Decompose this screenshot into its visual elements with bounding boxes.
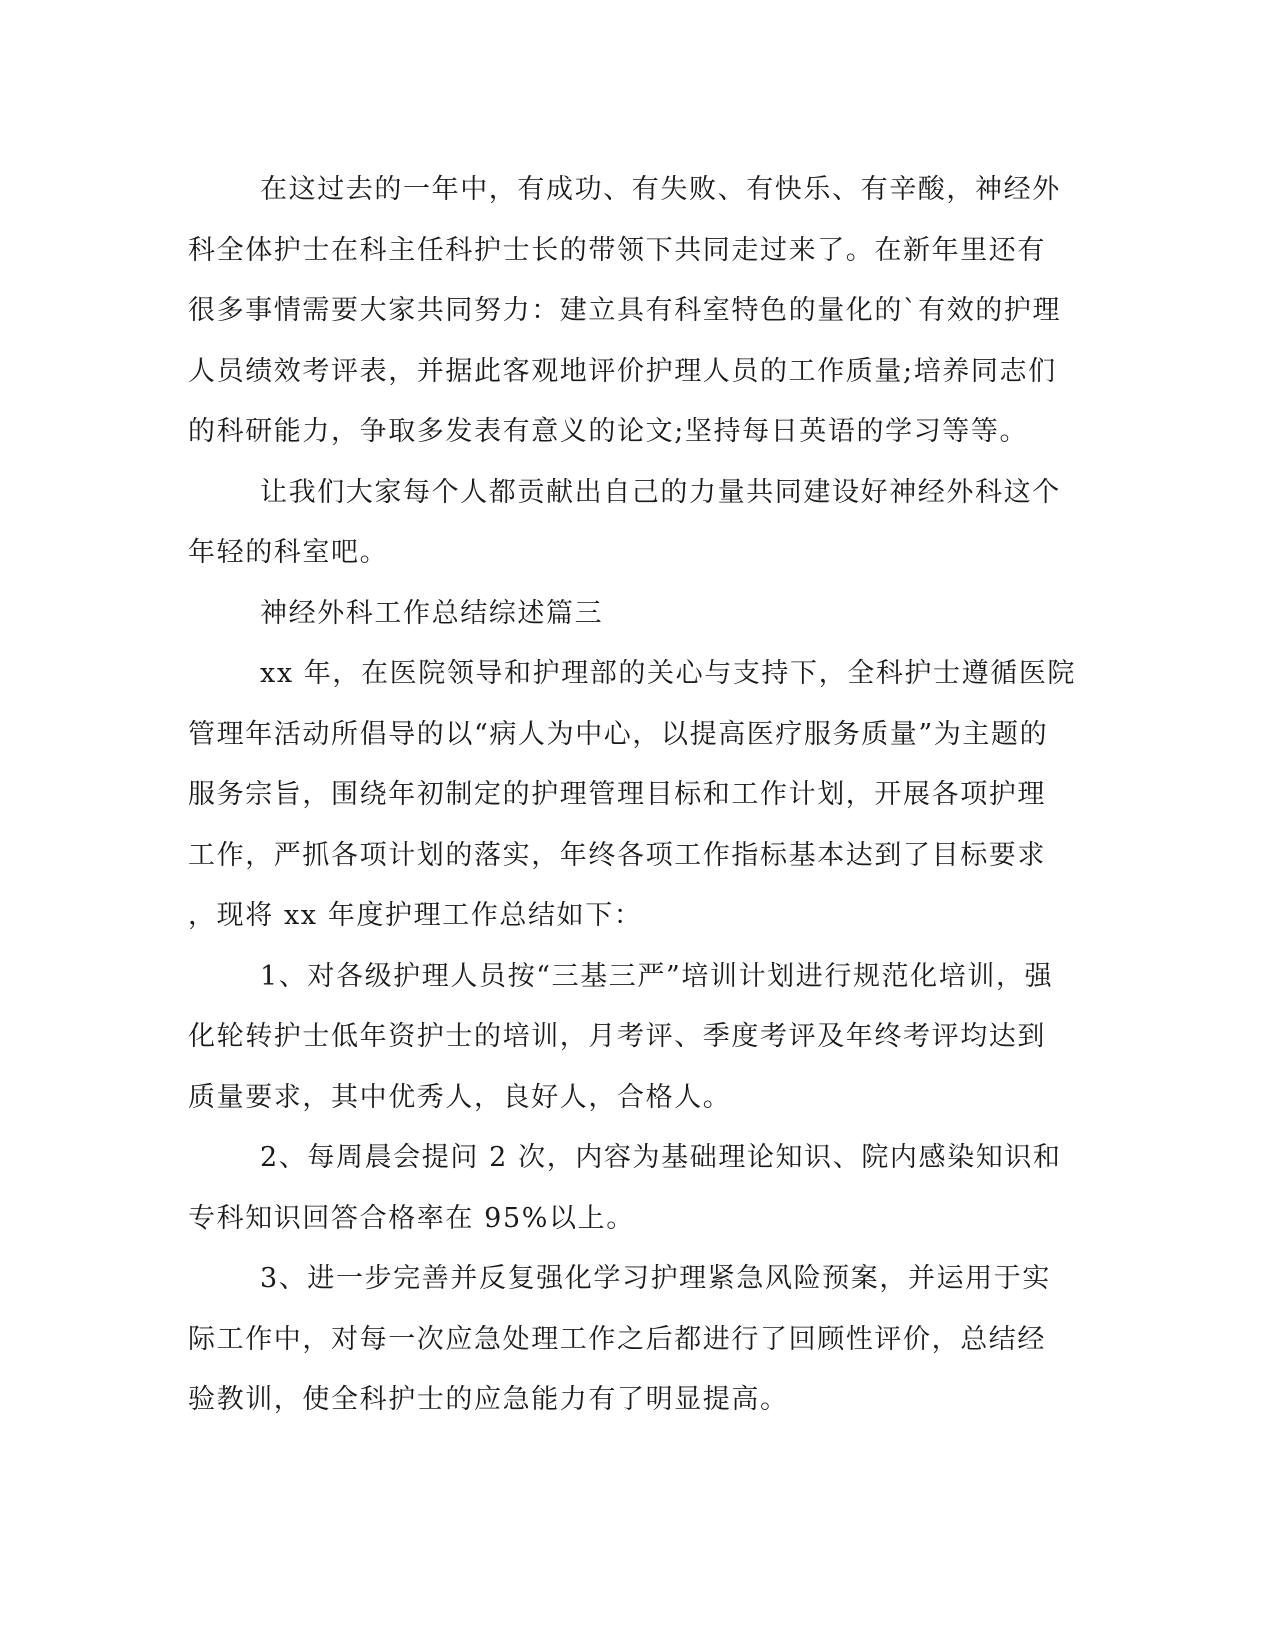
section-heading: 神经外科工作总结综述篇三 xyxy=(260,597,604,629)
text-line: ，现将 xx 年度护理工作总结如下： xyxy=(188,900,643,931)
text-line: 管理年活动所倡导的以“病人为中心，以提高医疗服务质量”为主题的 xyxy=(188,718,1049,750)
text-line: 让我们大家每个人都贡献出自己的力量共同建设好神经外科这个 xyxy=(260,476,1061,508)
text-line: 年轻的科室吧。 xyxy=(188,537,389,568)
text-line: 2、每周晨会提问 2 次，内容为基础理论知识、院内感染知识和 xyxy=(260,1142,1062,1173)
text-line: 1、对各级护理人员按“三基三严”培训计划进行规范化培训，强 xyxy=(260,960,1054,992)
text-line: 际工作中，对每一次应急处理工作之后都进行了回顾性评价，总结经 xyxy=(188,1323,1046,1355)
text-line: 很多事情需要大家共同努力：建立具有科室特色的量化的`有效的护理 xyxy=(188,295,1062,326)
text-line: 人员绩效考评表，并据此客观地评价护理人员的工作质量;培养同志们 xyxy=(188,355,1057,387)
text-line: 科全体护士在科主任科护士长的带领下共同走过来了。在新年里还有 xyxy=(188,234,1046,266)
document-body xyxy=(188,160,1088,1431)
text-line: 质量要求，其中优秀人，良好人，合格人。 xyxy=(188,1081,732,1113)
text-line: 的科研能力，争取多发表有意义的论文;坚持每日英语的学习等等。 xyxy=(188,416,1029,447)
text-line: xx 年，在医院领导和护理部的关心与支持下，全科护士遵循医院 xyxy=(260,658,1077,689)
text-line: 服务宗旨，围绕年初制定的护理管理目标和工作计划，开展各项护理 xyxy=(188,779,1046,810)
text-line: 在这过去的一年中，有成功、有失败、有快乐、有辛酸，神经外 xyxy=(260,174,1061,205)
text-line: 化轮转护士低年资护士的培训，月考评、季度考评及年终考评均达到 xyxy=(188,1021,1046,1052)
text-line: 专科知识回答合格率在 95%以上。 xyxy=(188,1202,635,1234)
text-line: 验教训，使全科护士的应急能力有了明显提高。 xyxy=(188,1384,789,1415)
text-line: 工作，严抓各项计划的落实，年终各项工作指标基本达到了目标要求 xyxy=(188,839,1046,871)
text-line: 3、进一步完善并反复强化学习护理紧急风险预案，并运用于实 xyxy=(260,1263,1051,1294)
